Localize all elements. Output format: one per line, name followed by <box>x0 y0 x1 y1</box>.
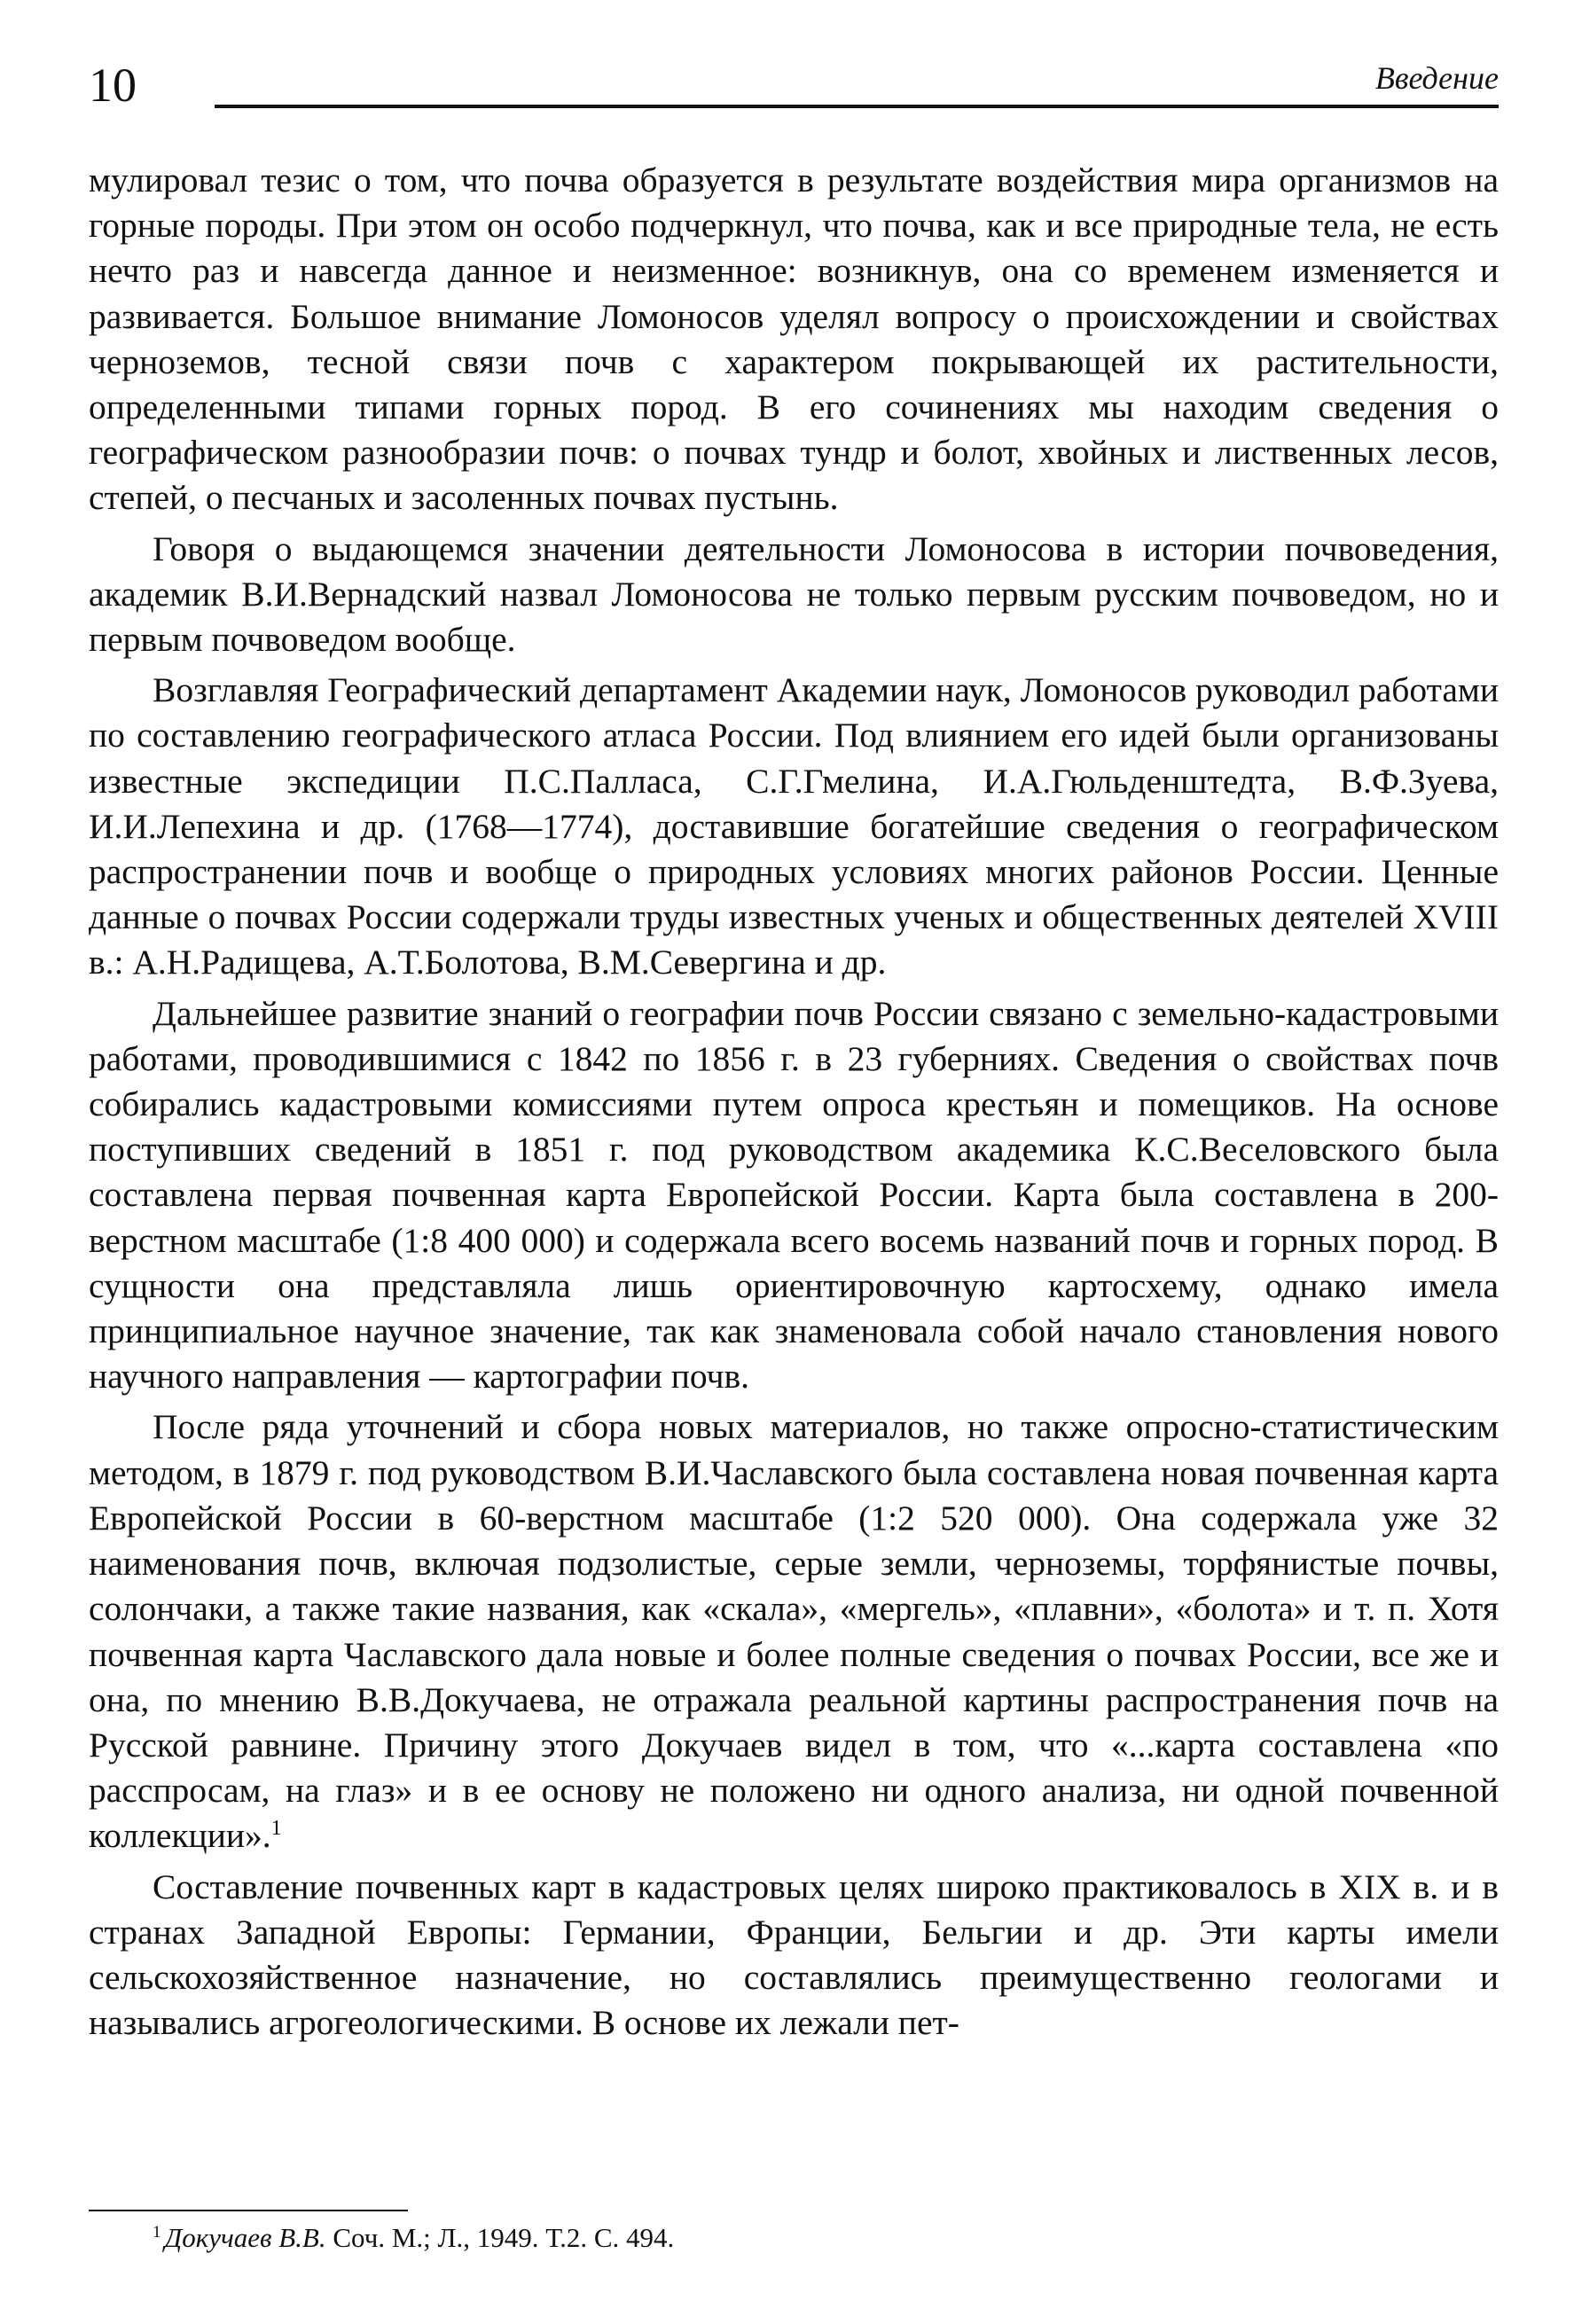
page-number: 10 <box>89 59 137 112</box>
footnote-rule <box>89 2210 408 2211</box>
paragraph-3: Возглавляя Географический департамент Академии наук, Ломоносов руководил работами по составлению географического атласа России. Под влиянием его идей были организованы известные экспедиции П.С.Палласа, С.Г.Гмелина, И.А.Гюльденштедта, В.Ф.Зуева, И.И.Лепехина и др. (1768—1774), доставившие богатейшие сведения о географическом распространении почв и вообще о природных условиях многих районов России. Ценные данные о почвах России содержали труды известных ученых и общественных деятелей XVIII в.: А.Н.Радищева, А.Т.Болотова, В.М.Севергина и др. <box>89 670 1499 982</box>
paragraph-4: Дальнейшее развитие знаний о географии почв России связано с земельно-кадастровыми работами, проводившимися с 1842 по 1856 г. в 23 губерниях. Сведения о свойствах почв собирались кадастровыми комиссиями путем опроса крестьян и помещиков. На основе поступивших сведений в 1851 г. под руководством академика К.С.Веселовского была составлена первая почвенная карта Европейской России. Карта была составлена в 200-верстном масштабе (1:8 400 000) и содержала всего восемь названий почв и горных пород. В сущности она представляла лишь ориентировочную картосхему, однако имела принципиальное научное значение, так как знаменовала собой начало становления нового научного направления — картографии почв. <box>89 993 1499 1397</box>
paragraph-5-text: После ряда уточнений и сбора новых материалов, но также опросно-статистическим методом, в 1879 г. под руководством В.И.Чаславского была составлена новая почвенная карта Европейской России в 60-верстном масштабе (1:2 520 000). Она содержала уже 32 наименования почв, включая подзолистые, серые земли, черноземы, торфянистые почвы, солончаки, а также такие названия, как «скала», «мергель», «плавни», «болота» и т. п. Хотя почвенная карта Чаславского дала новые и более полные сведения о почвах России, все же и она, по мнению В.В.Докучаева, не отражала реальной картины распространения почв на Русской равнине. Причину этого Докучаев видел в том, что «...карта составлена «по расспросам, на глаз» и в ее основу не положено ни одного анализа, ни одной почвенной коллекции». <box>89 1407 1499 1856</box>
paragraph-5 <box>89 1405 1499 1858</box>
header-rule <box>215 105 1499 108</box>
paragraph-2: Говоря о выдающемся значении деятельности Ломоносова в истории почвоведения, академик В.И.Вернадский назвал Ломоносова не только первым русским почвоведом, но и первым почвоведом вообще. <box>89 528 1499 660</box>
paragraph-1: мулировал тезис о том, что почва образуется в результате воздействия мира организмов на горные породы. При этом он особо подчеркнул, что почва, как и все природные тела, не есть нечто раз и навсегда данное и неизменное: возникнув, она со временем изменяется и развивается. Большое внимание Ломоносов уделял вопросу о происхождении и свойствах черноземов, тесной связи почв с характером покрывающей их растительности, определенными типами горных пород. В его сочинениях мы находим сведения о географическом разнообразии почв: о почвах тундр и болот, хвойных и лиственных лесов, степей, о песчаных и засоленных почвах пустынь. <box>89 160 1499 518</box>
paragraph-6: Составление почвенных карт в кадастровых целях широко практиковалось в XIX в. и в странах Западной Европы: Германии, Франции, Бельгии и др. Эти карты имели сельскохозяйственное назначение, но составлялись преимущественно геологами и назывались агрогеологическими. В основе их лежали пет- <box>89 1866 1499 2043</box>
footnote-reference[interactable]: 1 <box>270 1817 282 1841</box>
footnote-author: Докучаев В.В. <box>164 2222 326 2253</box>
page-header <box>89 53 1499 115</box>
footnote-marker: 1 <box>153 2222 161 2242</box>
body-text <box>89 158 1499 2051</box>
footnote-citation: Соч. М.; Л., 1949. Т.2. С. 494. <box>333 2222 675 2253</box>
footnote <box>153 2220 674 2256</box>
running-head: Введение <box>1374 60 1499 96</box>
